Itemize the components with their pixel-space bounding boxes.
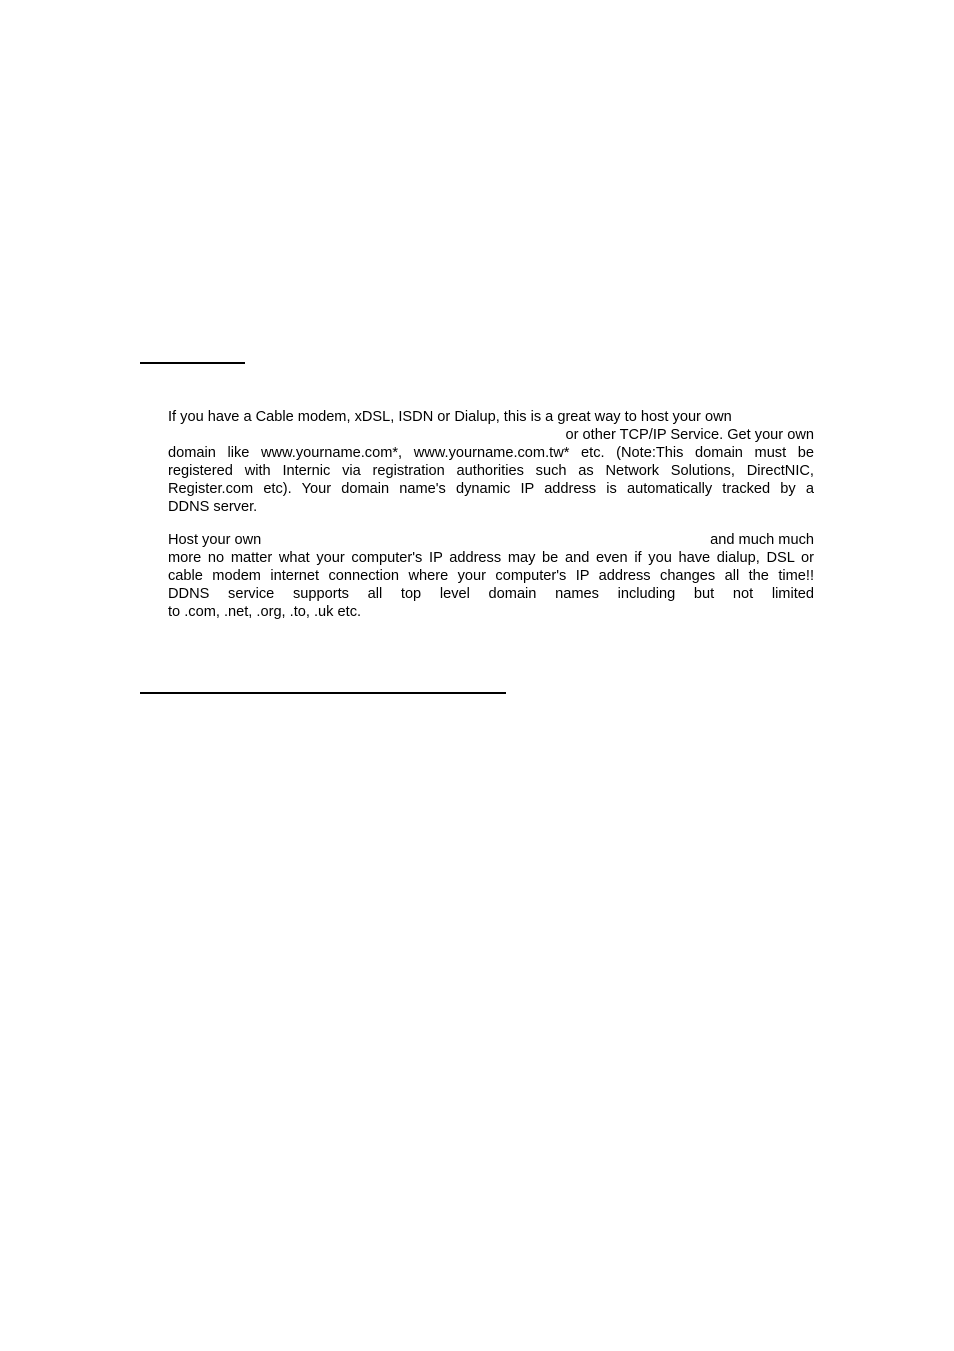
heading-underline-bottom: [140, 692, 506, 694]
paragraph-ddns-intro: [168, 408, 814, 516]
paragraph-line: Register.com etc). Your domain name's dynamic IP address is automatically tracked by a: [168, 481, 814, 497]
paragraph-ddns-hosting: [168, 531, 814, 621]
paragraph-line: or other TCP/IP Service. Get your own: [565, 427, 814, 443]
paragraph-line: to .com, .net, .org, .to, .uk etc.: [168, 604, 362, 620]
paragraph-line: DDNS server.: [168, 499, 258, 515]
paragraph-line-left: Host your own: [168, 532, 262, 548]
paragraph-line-right: and much much: [710, 532, 814, 548]
paragraph-line: more no matter what your computer's IP address may be and even if you have dialup, DSL or: [168, 550, 814, 566]
heading-underline-top: [140, 362, 245, 364]
paragraph-line: [168, 531, 814, 549]
paragraph-line: DDNS service supports all top level domain names including but not limited: [168, 586, 814, 602]
paragraph-line: cable modem internet connection where your computer's IP address changes all the time!!: [168, 568, 814, 584]
paragraph-line: domain like www.yourname.com*, www.yourname.com.tw* etc. (Note:This domain must be: [168, 445, 814, 461]
paragraph-line: If you have a Cable modem, xDSL, ISDN or Dialup, this is a great way to host your own: [168, 409, 732, 425]
paragraph-line: registered with Internic via registration authorities such as Network Solutions, DirectNIC,: [168, 463, 814, 479]
